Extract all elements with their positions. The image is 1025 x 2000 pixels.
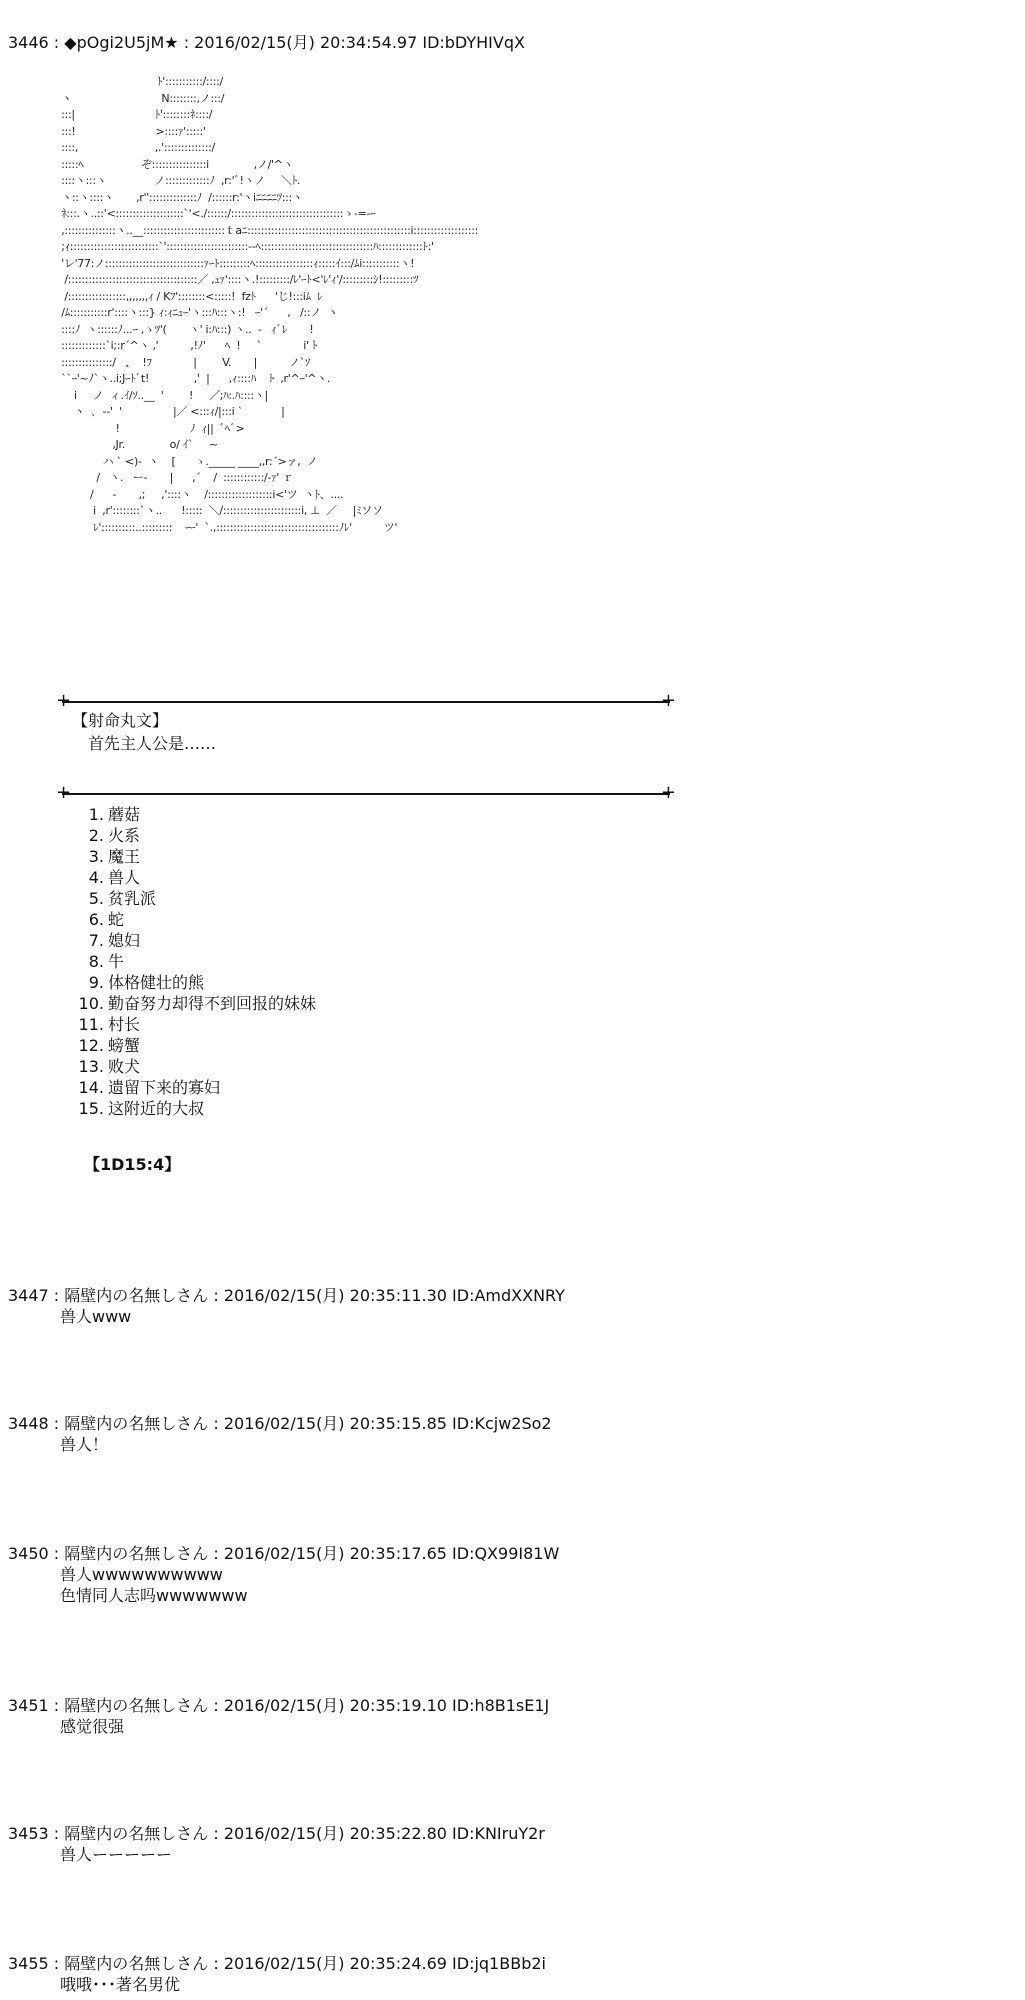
choice-number: 7. <box>88 931 104 950</box>
choice-list <box>64 804 316 1119</box>
choice-label: 魔王 <box>108 847 141 866</box>
choice-item <box>64 804 316 825</box>
choice-item <box>64 1035 316 1056</box>
post-body: 兽人www <box>60 1307 132 1326</box>
choice-number: 2. <box>88 826 104 845</box>
divider-top <box>62 701 670 703</box>
post-body: 感觉很强 <box>60 1717 125 1736</box>
post-header: 3451 : 隔壁内の名無しさん : 2016/02/15(月) 20:35:19.10 ID:h8B1sE1J <box>8 1696 550 1715</box>
choice-label: 媳妇 <box>108 931 141 950</box>
choice-number: 11. <box>78 1015 104 1034</box>
post-3451 <box>8 1695 1008 1737</box>
choice-number: 4. <box>88 868 104 887</box>
post-header: 3450 : 隔壁内の名無しさん : 2016/02/15(月) 20:35:17.65 ID:QX99I81W <box>8 1544 560 1563</box>
choice-item <box>64 909 316 930</box>
post-header: 3446 : ◆pOgi2U5jM★ : 2016/02/15(月) 20:34:54.97 ID:bDYHIVqX <box>8 33 525 52</box>
choice-number: 13. <box>78 1057 104 1076</box>
speaker-name: 【射命丸文】 <box>72 711 169 730</box>
choice-item <box>64 1077 316 1098</box>
choice-number: 8. <box>88 952 104 971</box>
ascii-art-illustration: ﾄ':::::::::::/::::/ ヽ N::::::::,ノ:::/ :::| ﾄ'::::::::ﾈ::::/ :::! >::::ｧ':::::' ::::, ,.'::::::::::::::/ :::::ﾍ ぞ::::::::::::::::i ,ノ/'^ヽ ::::ヽ:::ヽ ノ:::::::::::::ﾉ ,r:'ﾞ!ヽノ ＼ﾄ. ヽ::ヽ::::ヽ ,r''::::::::::::::ﾉ /::::::r:'ヽiﾆﾆﾆﾆﾂ:::ヽ ﾈ:::.ヽ..::'<::::::::::::::::::::`'<./::::::/:::::::::::::::::::::::::::::::::ゝ-=-ｰ ,:::::::::::::::ヽ..__::::::::::::::::::::::::ｔaﾆ::::::::::::::::::::::::::::::::::::::::::::::::i::::::::::::::::::: ;ｨ::::::::::::::::::::::::::`'::::::::::::::::::::::::-‐ﾍ:::::::::::::::::::::::::::::::::ﾊ:::::::::::::ﾄ:' 'レ'77:ノ:::::::::::::::::::::::::::::ｧｰﾄ:::::::::ﾍ:::::::::::::::::ｨ:::::ｲ:::/ﾑi:::::::::::ヽ! /::::::::::::::::::::::::::::::::::::::／ ,ｭｧ'::::ヽ.!:::::::::/ﾚ'ｰﾄ<'ﾚ'ｨ'/:::::::::ｼ!:::::::::ﾂ /:::::::::::::::::,,,,,,,ｨ / Kﾌ'::::::::<:::::! fzﾄ 'じ!:::iﾑ ﾚ /ﾑ:::::::::::r'::::ヽ:::} ｨ:ｨﾆｭｰ'ヽ:::ﾊ:::ヽ:! ｰ'´ , /::ノ ヽ ::::ﾉ ヽ::::::ﾉ...ｰ ,ゝﾂ'( ヽ' i:ﾊ:::) ヽ.. ‐ ｨﾞﾚ ! :::::::::::::`i;:r´^ヽ ,' ,!ﾉ' ﾍ ! ` i' ﾄ :::::::::::::::/ 、 !ﾌ | V. | ノ`ｿ ``ｰ'~ﾉ`ヽ..i;Jｰﾄﾞt! ,' | ,ｨ::::ﾊ ﾄ ,r'^ｰ'^ヽ. i ノ ィ.ｲ/ｿ..__ ' ! ／;ﾊ:.ﾊ::::ヽ| ヽ ､ --' ' |／ <:::ｨ/|:::i ` | ! ﾉ ｨ|| ﾞﾍﾞ> ,Jr. o/ ｲ` ~ ハ ` <)- ヽ [ ゝ._____ ____,,r:´>ァ, ノ / ヽ. ー- | ,´ / ::::::::::::/-ｧ' ｒ / - ,; ,'::::ヽ /:::::::::::::::::::i<'ツ ヽﾄ、.... i ,r'::::::::`ヽ.. !::::: ＼/:::::::::::::::::::::::i, ⊥ ／ |ﾐソソ ﾚ'::::::::::..::::::::: ｰｰ' `.,::::::::::::::::::::::::::::::::::::ﾉﾚ' ツ' <box>61 75 479 534</box>
post-3448 <box>8 1413 1008 1455</box>
post-3453 <box>8 1823 1008 1865</box>
choice-label: 蛇 <box>108 910 125 929</box>
post-header: 3455 : 隔壁内の名無しさん : 2016/02/15(月) 20:35:24.69 ID:jq1BBb2i <box>8 1954 546 1973</box>
post-3447 <box>8 1285 1008 1327</box>
choice-number: 12. <box>78 1036 104 1055</box>
divider-bottom <box>62 793 670 795</box>
choice-item <box>64 1098 316 1119</box>
choice-number: 1. <box>88 805 104 824</box>
post-header: 3448 : 隔壁内の名無しさん : 2016/02/15(月) 20:35:15.85 ID:Kcjw2So2 <box>8 1414 552 1433</box>
choice-item <box>64 1014 316 1035</box>
choice-label: 螃蟹 <box>108 1036 141 1055</box>
choice-item <box>64 930 316 951</box>
choice-label: 遗留下来的寡妇 <box>108 1078 221 1097</box>
choice-item <box>64 972 316 993</box>
post-body: 哦哦･･･著名男优 <box>60 1975 181 1994</box>
choice-item <box>64 846 316 867</box>
post-body: 兽人wwwwwwwwww 色情同人志吗wwwwwww <box>60 1565 248 1605</box>
choice-item <box>64 1056 316 1077</box>
choice-label: 兽人 <box>108 868 141 887</box>
choice-label: 败犬 <box>108 1057 141 1076</box>
choice-item <box>64 993 316 1014</box>
choice-number: 10. <box>78 994 104 1013</box>
dice-roll-result: 【1D15:4】 <box>84 1155 181 1174</box>
post-header: 3453 : 隔壁内の名無しさん : 2016/02/15(月) 20:35:22.80 ID:KNIruY2r <box>8 1824 545 1843</box>
choice-item <box>64 951 316 972</box>
post-3450 <box>8 1543 1008 1606</box>
speaker-line: 首先主人公是…… <box>88 734 217 753</box>
post-body: 兽人！ <box>60 1435 109 1454</box>
choice-number: 9. <box>88 973 104 992</box>
choice-item <box>64 867 316 888</box>
choice-item <box>64 888 316 909</box>
choice-number: 5. <box>88 889 104 908</box>
post-body: 兽人ーーーーー <box>60 1845 173 1864</box>
post-3455 <box>8 1953 1008 1995</box>
choice-label: 体格健壮的熊 <box>108 973 205 992</box>
choice-number: 3. <box>88 847 104 866</box>
choice-label: 勤奋努力却得不到回报的妹妹 <box>108 994 317 1013</box>
choice-label: 牛 <box>108 952 125 971</box>
choice-number: 15. <box>78 1099 104 1118</box>
choice-item <box>64 825 316 846</box>
choice-label: 贫乳派 <box>108 889 157 908</box>
choice-label: 村长 <box>108 1015 141 1034</box>
post-3446 <box>8 32 1008 53</box>
choice-label: 火系 <box>108 826 141 845</box>
post-header: 3447 : 隔壁内の名無しさん : 2016/02/15(月) 20:35:11.30 ID:AmdXXNRY <box>8 1286 565 1305</box>
choice-label: 蘑菇 <box>108 805 141 824</box>
choice-label: 这附近的大叔 <box>108 1099 205 1118</box>
choice-number: 6. <box>88 910 104 929</box>
choice-number: 14. <box>78 1078 104 1097</box>
